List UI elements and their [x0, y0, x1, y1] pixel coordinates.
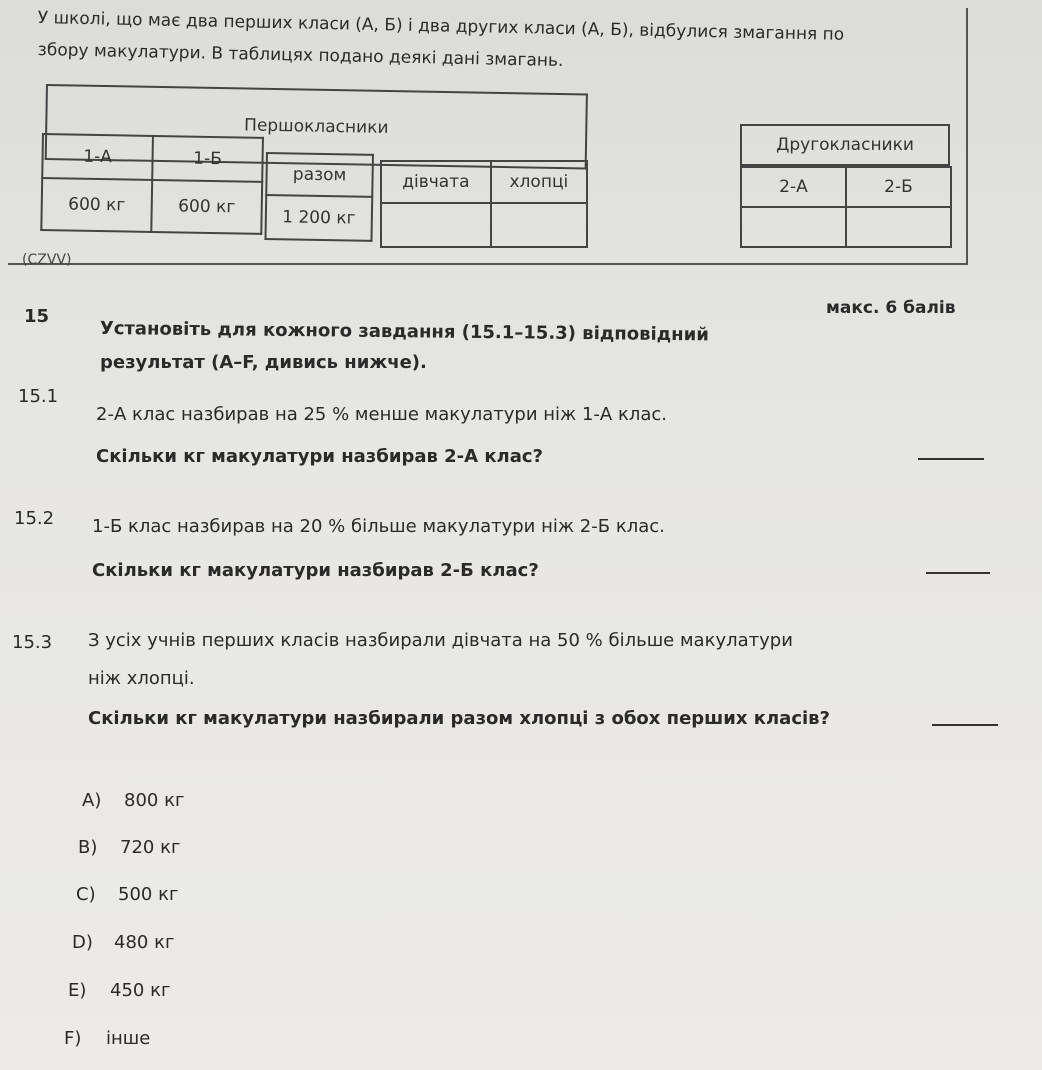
option-a-letter: A) [82, 790, 102, 811]
value-2b-cell [846, 207, 951, 247]
header-2a: 2-А [741, 167, 846, 207]
second-graders-table [740, 166, 952, 248]
option-f-value: інше [106, 1028, 151, 1049]
item-15-1-question: Скільки кг макулатури назбирав 2-А клас? [96, 446, 543, 467]
option-e-value: 450 кг [110, 980, 171, 1001]
intro-line-1: У школі, що має два перших класи (А, Б) і два других класи (А, Б), відбулися змагання по [37, 8, 845, 45]
max-points: макс. 6 балів [826, 298, 956, 318]
item-15-3-text-line-2: ніж хлопці. [88, 668, 195, 689]
task-number: 15 [24, 306, 50, 327]
option-e-letter: E) [68, 980, 87, 1001]
intro-line-2: збору макулатури. В таблицях подано деякі дані змагань. [37, 40, 564, 72]
second-graders-title-table [740, 124, 950, 166]
value-1b: 600 кг [151, 180, 262, 234]
boys-label: хлопці [491, 161, 587, 203]
second-graders-title: Другокласники [741, 125, 949, 165]
source-label: (CZVV) [22, 252, 72, 268]
option-a-value: 800 кг [124, 790, 185, 811]
item-15-1-answer-blank[interactable] [918, 458, 984, 460]
instruction-line-2: результат (A–F, дивись нижче). [100, 352, 427, 373]
header-1b: 1-Б [152, 136, 263, 182]
first-graders-table [40, 133, 264, 235]
option-c-value: 500 кг [118, 884, 179, 905]
option-d-letter: D) [72, 932, 93, 953]
option-b [78, 837, 180, 858]
option-d-value: 480 кг [114, 932, 175, 953]
header-1a: 1-А [42, 134, 153, 180]
total-value: 1 200 кг [265, 195, 372, 241]
option-f-letter: F) [64, 1028, 82, 1049]
option-b-letter: B) [78, 837, 98, 858]
item-15-3-question: Скільки кг макулатури назбирали разом хлопці з обох перших класів? [88, 708, 830, 729]
value-1a: 600 кг [41, 178, 152, 232]
boys-value-cell [491, 203, 587, 247]
item-15-2-number: 15.2 [14, 508, 55, 529]
girls-boys-table [380, 160, 588, 248]
value-2a-cell [741, 207, 846, 247]
first-graders-title: Першокласники [46, 85, 587, 168]
item-15-3-answer-blank[interactable] [932, 724, 998, 726]
total-label: разом [266, 153, 373, 197]
girls-label: дівчата [381, 161, 491, 203]
item-15-2-answer-blank[interactable] [926, 572, 990, 574]
item-15-2-question: Скільки кг макулатури назбирав 2-Б клас? [92, 560, 539, 581]
item-15-1-number: 15.1 [18, 386, 59, 407]
instruction-line-1: Установіть для кожного завдання (15.1–15.3) відповідний [99, 318, 709, 346]
girls-value-cell [381, 203, 491, 247]
item-15-1-text: 2-А клас назбирав на 25 % менше макулатури ніж 1-А клас. [96, 404, 667, 425]
header-2b: 2-Б [846, 167, 951, 207]
option-d [72, 932, 174, 953]
option-b-value: 720 кг [120, 837, 181, 858]
item-15-2-text: 1-Б клас назбирав на 20 % більше макулатури ніж 2-Б клас. [92, 516, 665, 537]
item-15-3-number: 15.3 [12, 632, 53, 653]
option-c-letter: C) [76, 884, 96, 905]
total-table [264, 152, 374, 242]
option-e [68, 980, 170, 1001]
option-f [64, 1028, 150, 1049]
option-a [82, 790, 184, 811]
item-15-3-text-line-1: З усіх учнів перших класів назбирали дівчата на 50 % більше макулатури [88, 630, 793, 651]
option-c [76, 884, 178, 905]
